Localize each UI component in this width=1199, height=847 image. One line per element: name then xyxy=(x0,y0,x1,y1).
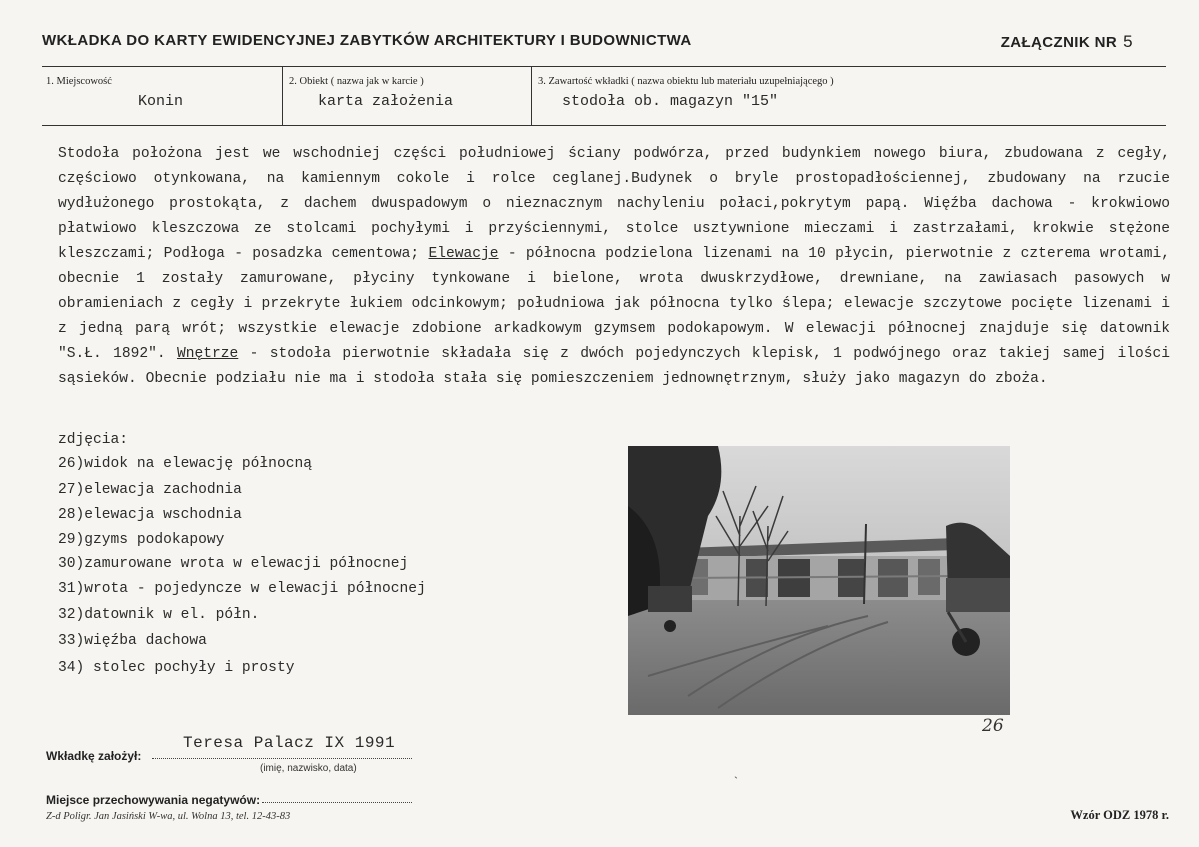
pen-mark: ` xyxy=(734,774,738,788)
founder-dotted-line xyxy=(152,758,412,759)
photo-list-item: 30)zamurowane wrota w elewacji północnej xyxy=(58,556,409,572)
photo-list-item: 26)widok na elewację północną xyxy=(58,456,312,472)
founder-label: Wkładkę założył: xyxy=(46,749,142,763)
header-top-rule xyxy=(42,66,1166,67)
printer-imprint: Z-d Poligr. Jan Jasiński W-wa, ul. Wolna 13, tel. 12-43-83 xyxy=(46,811,291,822)
field-label-content: 3. Zawartość wkładki ( nazwa obiektu lub materiału uzupełniającego ) xyxy=(538,76,834,87)
field-label-locality: 1. Miejscowość xyxy=(46,76,112,87)
photo-list-item: 29)gzyms podokapowy xyxy=(58,532,225,548)
field-value-content: stodoła ob. magazyn "15" xyxy=(562,93,779,110)
barn-photograph xyxy=(628,446,1010,715)
field-separator xyxy=(531,67,532,125)
photo-number: 26 xyxy=(982,716,1004,736)
elevations-heading: Elewacje xyxy=(428,246,499,262)
photo-list-item: 33)więźba dachowa xyxy=(58,633,207,649)
photo-list-item: 34) stolec pochyły i prosty xyxy=(58,660,295,676)
annex-label xyxy=(1001,32,1133,52)
field-label-object: 2. Obiekt ( nazwa jak w karcie ) xyxy=(289,76,424,87)
field-value-object: karta założenia xyxy=(318,93,454,110)
photo-list-item: 28)elewacja wschodnia xyxy=(58,507,242,523)
negatives-dotted-line xyxy=(262,802,412,803)
founder-value: Teresa Palacz IX 1991 xyxy=(183,734,396,752)
form-title: WKŁADKA DO KARTY EWIDENCYJNEJ ZABYTKÓW ARCHITEKTURY I BUDOWNICTWA xyxy=(42,32,692,49)
description-text xyxy=(58,142,1170,392)
photo-list-item: 31)wrota - pojedyncze w elewacji północnej xyxy=(58,581,426,597)
annex-label-text: ZAŁĄCZNIK NR xyxy=(1000,34,1118,51)
founder-hint: (imię, nazwisko, data) xyxy=(260,763,357,774)
field-separator xyxy=(282,67,283,125)
description-part-1: Stodoła położona jest we wschodniej części południowej ściany podwórza, przed budynkiem nowego biura, zbudowana z cegły, częściowo otynkowana, na kamiennym cokole i rolce ceglanej.Budynek o bryle prostopadłościennej, zbudowany na rzucie wydłużonego prostokąta, z dachem dwuspadowym o nieznacznym nachyleniu połaci,pokrytym papą. Więźba dachowa - krokwiowo płatwiowo kleszczowa ze stolcami pochyłymi i przyściennymi, stolce usztywnione mieczami i zastrzałami, krokwie stężone kleszczami; Podłoga - posadzka cementowa; xyxy=(58,146,1170,262)
description-part-2: - północna podzielona lizenami na 10 płycin, pierwotnie z czterema wrotami, obecnie 1 zostały zamurowane, płyciny tynkowane i bielone, wrota dwuskrzydłowe, drewniane, na zawiasach pasowych w obramieniach z cegły i przekryte łukiem odcinkowym; południowa jak północna tylko ślepa; elewacje szczytowe pocięte lizenami i z jedną parą wrót; wszystkie elewacje zdobione arkadkowym gzymsem podokapowym. W elewacji północnej znajduje się datownik "S.Ł. 1892". xyxy=(58,246,1170,362)
form-model: Wzór ODZ 1978 r. xyxy=(1070,808,1169,822)
description-part-3: - stodoła pierwotnie składała się z dwóch pojedynczych klepisk, 1 podwójnego oraz takiej samej ilości sąsieków. Obecnie podziału nie ma i stodoła stała się pomieszczeniem jednownętrznym, służy jako magazyn do zboża. xyxy=(58,346,1170,387)
photo-list-item: 27)elewacja zachodnia xyxy=(58,482,242,498)
header-bottom-rule xyxy=(42,125,1166,126)
interior-heading: Wnętrze xyxy=(176,346,239,362)
annex-number: 5 xyxy=(1123,32,1133,51)
negatives-label: Miejsce przechowywania negatywów: xyxy=(46,793,261,807)
photo-list-item: 32)datownik w el. półn. xyxy=(58,607,260,623)
photos-heading: zdjęcia: xyxy=(58,432,129,448)
barn-photo-image xyxy=(628,446,1010,715)
field-value-locality: Konin xyxy=(138,93,184,110)
